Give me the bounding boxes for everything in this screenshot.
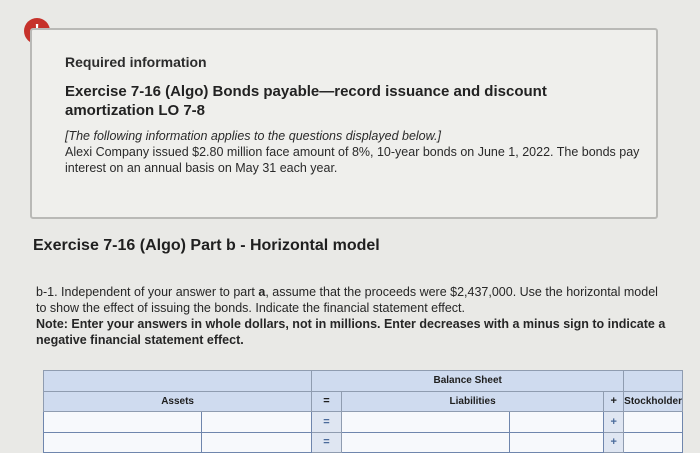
table-row — [44, 412, 683, 433]
info-note: [The following information applies to the questions displayed below.] — [65, 129, 441, 143]
exercise-title: Exercise 7-16 (Algo) Bonds payable—record issuance and discount amortization LO 7-8 — [65, 83, 547, 119]
liabilities-header: Liabilities — [341, 391, 604, 412]
assets-header: Assets — [44, 391, 312, 412]
balance-sheet-header: Balance Sheet — [312, 371, 624, 392]
info-text — [65, 128, 645, 176]
assets-input-b[interactable] — [201, 432, 311, 453]
instructions — [36, 284, 666, 348]
part-title: Exercise 7-16 (Algo) Part b - Horizontal model — [33, 237, 380, 254]
liabilities-input-b[interactable] — [509, 432, 604, 453]
instructions-text-2: , assume that the proceeds were $2,437,000. Use the horizontal model to show the effect of issuing the bonds. Indicate the financial statement effect. — [36, 285, 658, 315]
assets-input-a[interactable] — [44, 432, 202, 453]
table-row — [44, 432, 683, 453]
header-spacer-right — [624, 371, 683, 392]
row-equals-sign: = — [312, 432, 342, 453]
equity-input[interactable] — [624, 412, 683, 433]
instructions-part-ref: a — [258, 285, 266, 299]
equity-header: Stockholder — [624, 391, 683, 412]
instructions-lead: b-1. — [36, 285, 58, 299]
equity-input[interactable] — [624, 432, 683, 453]
liabilities-input-a[interactable] — [341, 412, 509, 433]
required-information-panel — [30, 28, 658, 219]
horizontal-model-table — [43, 370, 683, 453]
header-spacer-left — [44, 371, 312, 392]
instructions-note: Note: Enter your answers in whole dollars, not in millions. Enter decreases with a minus sign to indicate a negative financial statement effect. — [36, 317, 666, 347]
row-plus-sign: + — [604, 412, 624, 433]
liabilities-input-b[interactable] — [509, 412, 604, 433]
assets-input-a[interactable] — [44, 412, 202, 433]
row-plus-sign: + — [604, 432, 624, 453]
plus-sign: + — [604, 391, 624, 412]
info-body: Alexi Company issued $2.80 million face amount of 8%, 10-year bonds on June 1, 2022. The bonds pay interest on an annual basis on May 31 each year. — [65, 145, 640, 175]
assets-input-b[interactable] — [201, 412, 311, 433]
info-header: Required information — [65, 54, 207, 70]
row-equals-sign: = — [312, 412, 342, 433]
instructions-text-1: Independent of your answer to part — [57, 285, 259, 299]
liabilities-input-a[interactable] — [341, 432, 509, 453]
equals-sign: = — [312, 391, 342, 412]
